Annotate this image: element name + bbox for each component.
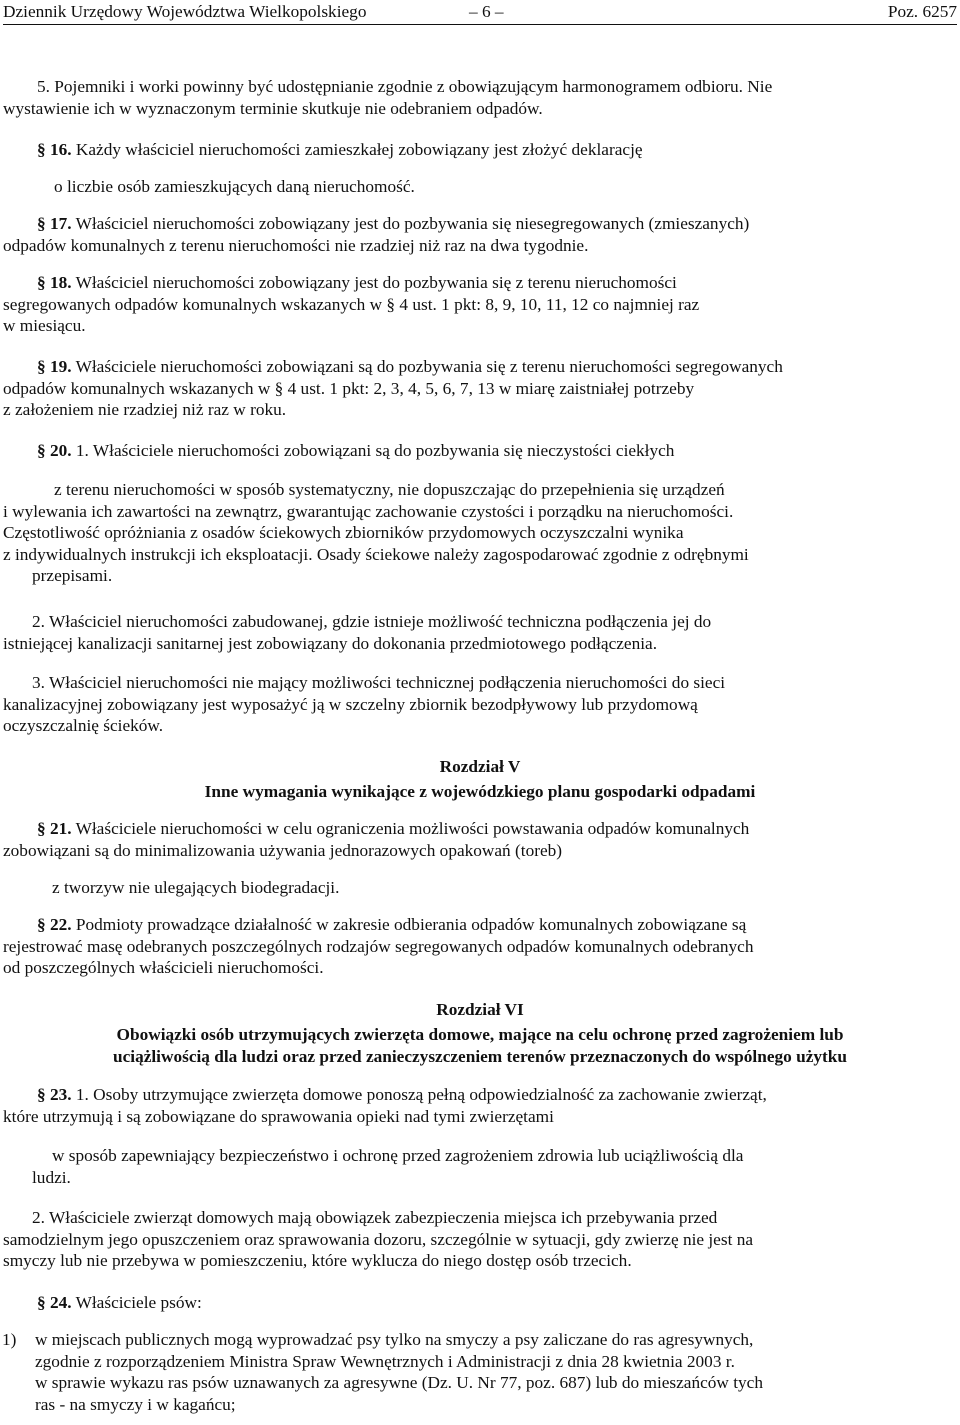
section-20: § 20. 1. Właściciele nieruchomości zobowiązani są do pozbywania się nieczystości ciekłych <box>37 441 675 460</box>
section-24: § 24. Właściciele psów: <box>37 1293 202 1312</box>
section-number: § 22. <box>37 915 72 934</box>
section-number: § 17. <box>37 214 72 233</box>
page-number: – 6 – <box>469 2 504 21</box>
section-number: § 20. <box>37 441 72 460</box>
section-19: § 19. Właściciele nieruchomości zobowiązani są do pozbywania się z terenu nieruchomości segregowanych odpadów komunalnych wskazanych w § 4 ust. 1 pkt: 2, 3, 4, 5, 6, 7, 13 w miarę zaistniałej potrzeby z założeniem nie rzadziej niż raz w roku. <box>3 357 783 419</box>
chapter-5-subtitle: Inne wymagania wynikające z wojewódzkiego planu gospodarki odpadami <box>204 782 756 801</box>
section-17: § 17. Właściciel nieruchomości zobowiązany jest do pozbywania się niesegregowanych (zmieszanych) odpadów komunalnych z terenu nieruchomości nie rzadziej niż raz na dwa tygodnie. <box>3 214 750 255</box>
section-16-continuation: o liczbie osób zamieszkujących daną nieruchomość. <box>54 177 415 196</box>
chapter-6-subtitle-line-1: Obowiązki osób utrzymujących zwierzęta domowe, mające na celu ochronę przed zagrożeniem lub <box>116 1025 844 1044</box>
section-number: § 16. <box>37 140 72 159</box>
section-number: § 24. <box>37 1293 72 1312</box>
section-23: § 23. 1. Osoby utrzymujące zwierzęta domowe ponoszą pełną odpowiedzialność za zachowanie zwierząt, które utrzymują i są zobowiązane do sprawowania opieki nad tymi zwierzętami <box>3 1085 767 1126</box>
paragraph-5: 5. Pojemniki i worki powinny być udostępnianie zgodnie z obowiązującym harmonogramem odbioru. Nie wystawienie ich w wyznaczonym terminie skutkuje nie odebraniem odpadów. <box>3 77 773 118</box>
page-header <box>3 0 957 25</box>
section-20-body: z terenu nieruchomości w sposób systematyczny, nie dopuszczając do przepełnienia się urządzeń i wylewania ich zawartości na zewnątrz, gwarantując zachowanie czystości i porządku na nieruchomości. Częstotliwość opróżniania z osadów ściekowych zbiorników przydomowych oczyszczalni wynika z indywidualnych instrukcji ich eksploatacji. Osady ściekowe należy zagospodarować zgodnie z odrębnymi przepisami. <box>3 480 749 585</box>
section-22: § 22. Podmioty prowadzące działalność w zakresie odbierania odpadów komunalnych zobowiązane są rejestrować masę odebranych poszczególnych rodzajów segregowanych odpadów komunalnych odebranych od poszczególnych właścicieli nieruchomości. <box>3 915 754 977</box>
chapter-6-subtitle-line-2: uciążliwością dla ludzi oraz przed zanieczyszczeniem terenów przeznaczonych do wspólnego użytku <box>112 1047 848 1066</box>
section-16: § 16. Każdy właściciel nieruchomości zamieszkałej zobowiązany jest złożyć deklarację <box>37 140 643 159</box>
section-21: § 21. Właściciele nieruchomości w celu ograniczenia możliwości powstawania odpadów komunalnych zobowiązani są do minimalizowania używania jednorazowych opakowań (toreb) <box>3 819 750 860</box>
position-number: Poz. 6257 <box>887 2 957 21</box>
section-23-point-2: 2. Właściciele zwierząt domowych mają obowiązek zabezpieczenia miejsca ich przebywania przed samodzielnym jego opuszczeniem oraz sprawowania dozoru, szczególnie w sytuacji, gdy zwierzę nie jest na smyczy lub nie przebywa w pomieszczeniu, które wyklucza do niego dostęp osób trzecich. <box>3 1208 754 1270</box>
section-number: § 19. <box>37 357 72 376</box>
section-20-point-3: 3. Właściciel nieruchomości nie mający możliwości technicznej podłączenia nieruchomości do sieci kanalizacyjnej zobowiązany jest wyposażyć ją w szczelny zbiornik bezodpływowy lub przydomową oczyszczalnię ścieków. <box>3 673 726 735</box>
section-21-continuation: z tworzyw nie ulegających biodegradacji. <box>52 878 340 897</box>
chapter-5-title: Rozdział V <box>439 757 521 776</box>
journal-title: Dziennik Urzędowy Województwa Wielkopolskiego <box>3 2 367 21</box>
section-18: § 18. Właściciel nieruchomości zobowiązany jest do pozbywania się z terenu nieruchomości segregowanych odpadów komunalnych wskazanych w § 4 ust. 1 pkt: 8, 9, 10, 11, 12 co najmniej raz w miesiącu. <box>3 273 700 335</box>
chapter-6-title: Rozdział VI <box>436 1000 524 1019</box>
section-number: § 23. <box>37 1085 72 1104</box>
section-23-continuation: w sposób zapewniający bezpieczeństwo i ochronę przed zagrożeniem zdrowia lub uciążliwością dla ludzi. <box>32 1146 744 1187</box>
list-item-number: 1) <box>2 1330 17 1349</box>
section-20-point-2: 2. Właściciel nieruchomości zabudowanej, gdzie istnieje możliwość techniczna podłączenia jej do istniejącej kanalizacji sanitarnej jest zobowiązany do dokonania przedmiotowego podłączenia. <box>3 612 712 653</box>
section-number: § 18. <box>37 273 72 292</box>
section-number: § 21. <box>37 819 72 838</box>
section-24-item-1: 1) w miejscach publicznych mogą wyprowadzać psy tylko na smyczy a psy zaliczane do ras agresywnych, zgodnie z rozporządzeniem Ministra Spraw Wewnętrznych i Administracji z dnia 28 kwietnia 2003 r. w sprawie wykazu ras psów uznawanych za agresywne (Dz. U. Nr 77, poz. 687) lub do mieszańców tych ras - na smyczy i w kagańcu; <box>2 1330 763 1414</box>
